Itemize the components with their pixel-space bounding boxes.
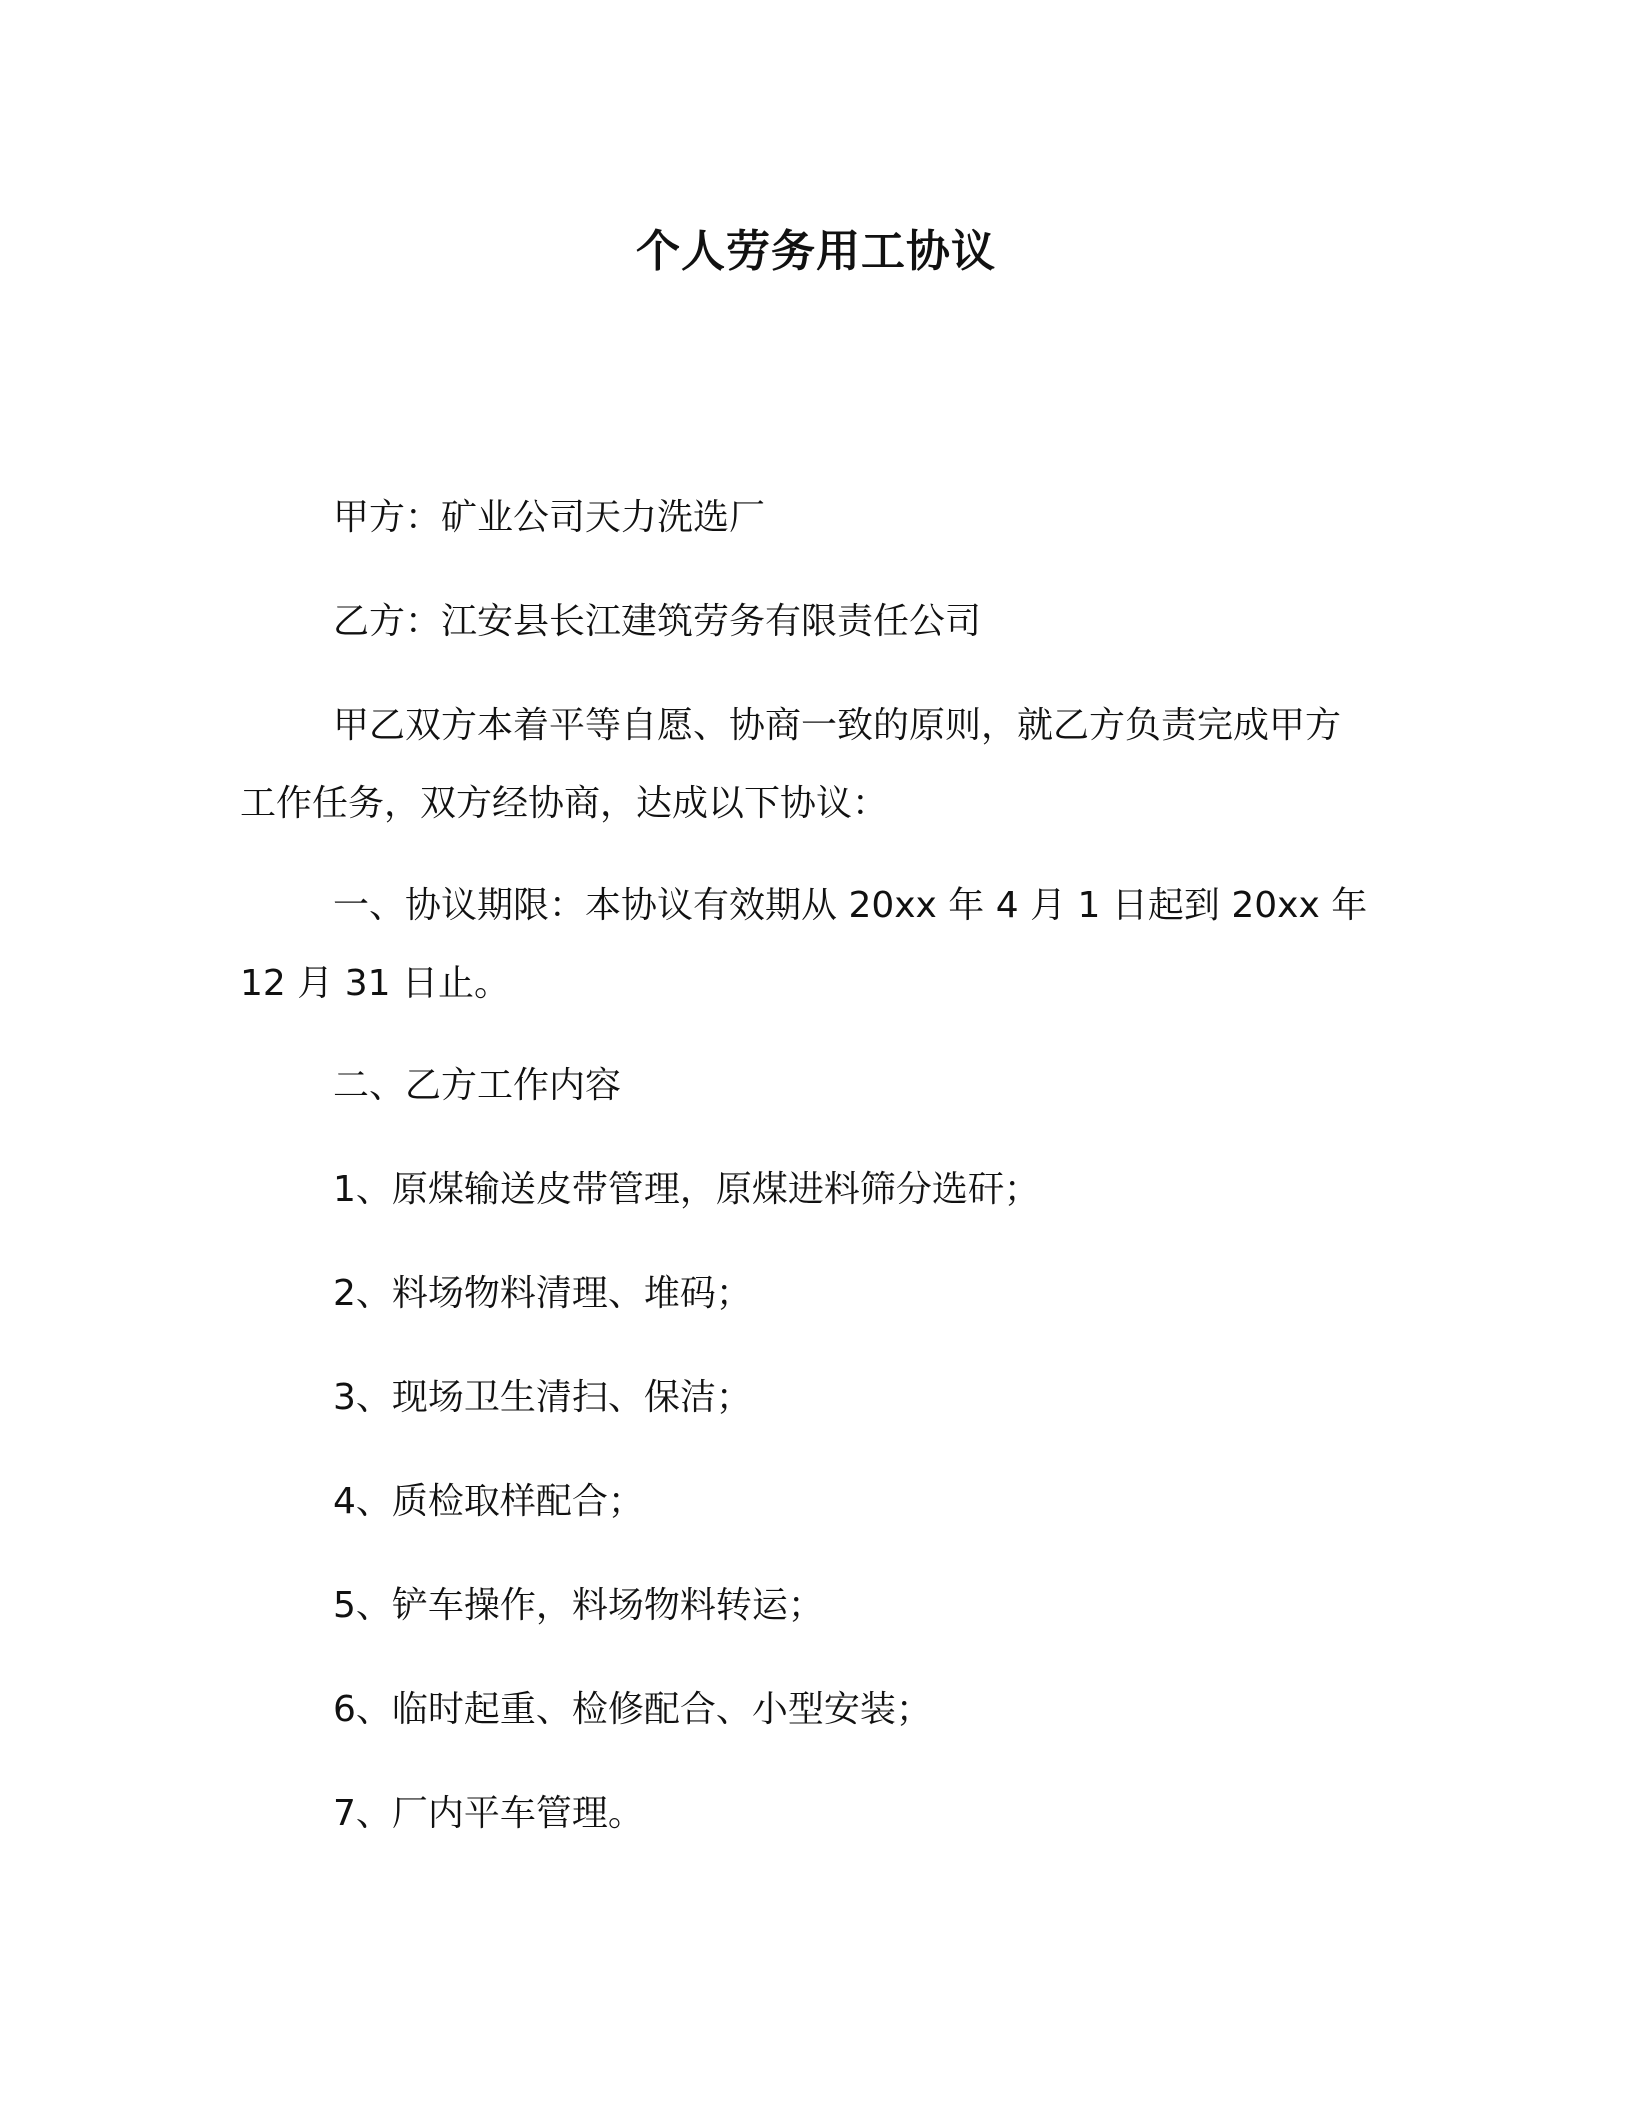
term-clause-line-1: 一、协议期限：本协议有效期从 20xx 年 4 月 1 日起到 20xx 年: [333, 885, 1368, 926]
work-item: 7、厂内平车管理。: [333, 1793, 644, 1834]
intro-paragraph-line-2: 工作任务，双方经协商，达成以下协议：: [240, 783, 889, 824]
party-b-line: 乙方：江安县长江建筑劳务有限责任公司: [333, 601, 982, 642]
work-item: 2、料场物料清理、堆码；: [333, 1273, 752, 1314]
work-item: 1、原煤输送皮带管理，原煤进料筛分选矸；: [333, 1169, 1040, 1210]
work-item: 3、现场卫生清扫、保洁；: [333, 1377, 752, 1418]
work-item: 6、临时起重、检修配合、小型安装；: [333, 1689, 932, 1730]
intro-paragraph-line-1: 甲乙双方本着平等自愿、协商一致的原则，就乙方负责完成甲方: [333, 705, 1342, 746]
work-item: 4、质检取样配合；: [333, 1481, 644, 1522]
section-2-heading: 二、乙方工作内容: [333, 1065, 622, 1106]
term-clause-line-2: 12 月 31 日止。: [240, 963, 510, 1004]
document-title: 个人劳务用工协议: [636, 226, 996, 277]
party-a-line: 甲方：矿业公司天力洗选厂: [333, 497, 766, 538]
work-item: 5、铲车操作，料场物料转运；: [333, 1585, 824, 1626]
